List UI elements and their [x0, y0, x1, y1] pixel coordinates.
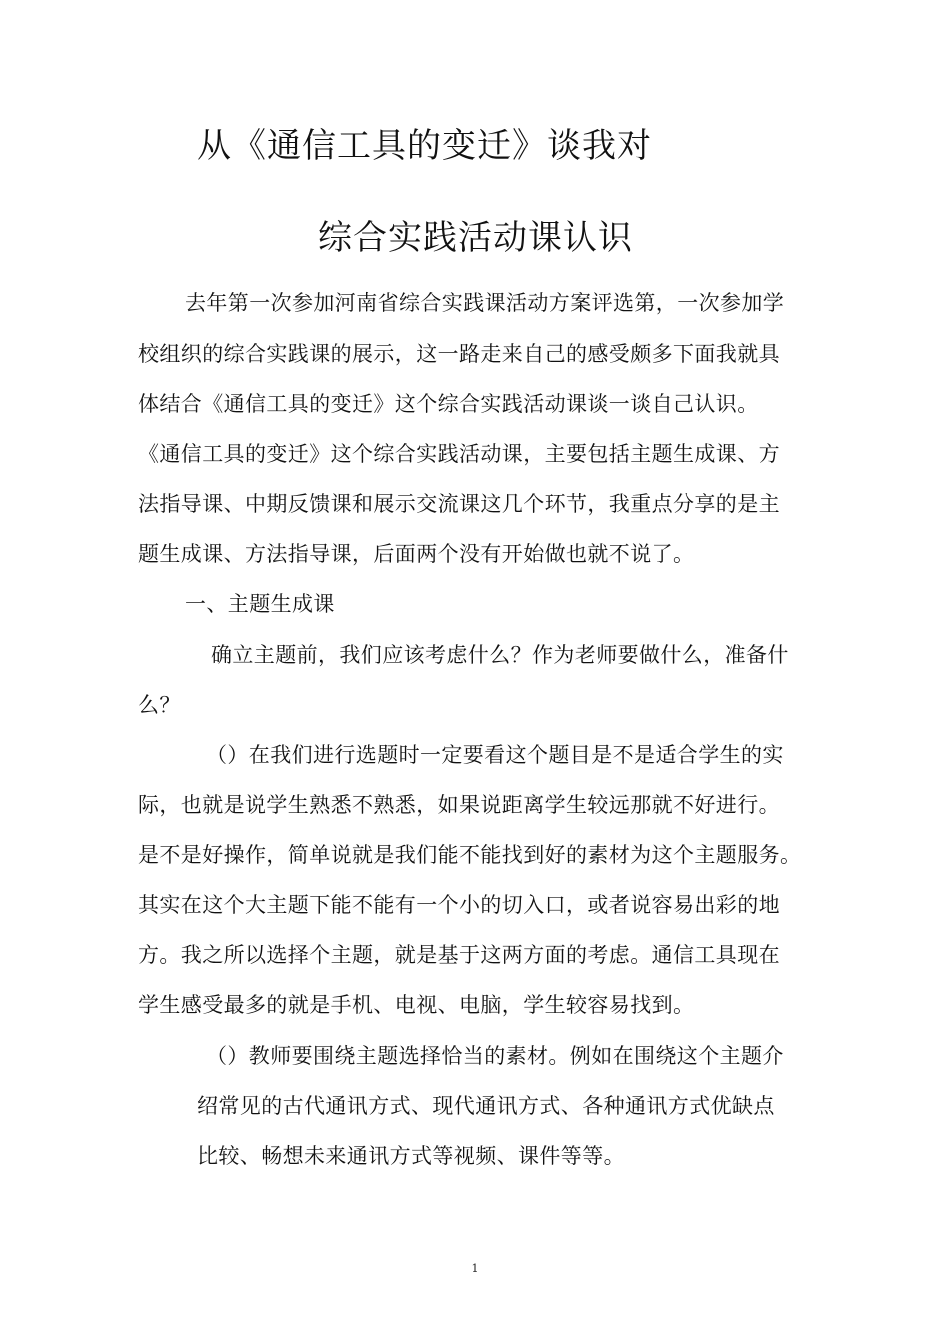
section-heading: 一、主题生成课 — [185, 592, 335, 616]
paragraph-line: 体结合《通信工具的变迁》这个综合实践活动课谈一谈自己认识。 — [138, 392, 759, 416]
paragraph-line: 是不是好操作，简单说就是我们能不能找到好的素材为这个主题服务。 — [138, 843, 802, 867]
paragraph-line: 其实在这个大主题下能不能有一个小的切入口，或者说容易出彩的地 — [138, 893, 780, 917]
paragraph-line: 方。我之所以选择个主题，就是基于这两方面的考虑。通信工具现在 — [138, 943, 780, 967]
paragraph-line: 去年第一次参加河南省综合实践课活动方案评选第，一次参加学 — [185, 291, 785, 315]
paragraph-line: 校组织的综合实践课的展示，这一路走来自己的感受颇多下面我就具 — [138, 342, 780, 366]
paragraph-line: 绍常见的古代通讯方式、现代通讯方式、各种通讯方式优缺点 — [197, 1094, 775, 1118]
document-title-line-1: 从《通信工具的变迁》谈我对 — [197, 126, 652, 166]
paragraph-line: 学生感受最多的就是手机、电视、电脑，学生较容易找到。 — [138, 993, 695, 1017]
paragraph-line: 确立主题前，我们应该考虑什么？作为老师要做什么，准备什 — [211, 643, 789, 667]
paragraph-line: 际，也就是说学生熟悉不熟悉，如果说距离学生较远那就不好进行。 — [138, 793, 780, 817]
paragraph-line: 么？ — [138, 693, 181, 717]
paragraph-line: 题生成课、方法指导课，后面两个没有开始做也就不说了。 — [138, 542, 695, 566]
paragraph-line: 法指导课、中期反馈课和展示交流课这几个环节，我重点分享的是主 — [138, 492, 780, 516]
paragraph-line: 比较、畅想未来通讯方式等视频、课件等等。 — [197, 1144, 625, 1168]
paragraph-line: （）教师要围绕主题选择恰当的素材。例如在围绕这个主题介 — [206, 1044, 784, 1068]
paragraph-line: 《通信工具的变迁》这个综合实践活动课，主要包括主题生成课、方 — [138, 442, 780, 466]
paragraph-line: （）在我们进行选题时一定要看这个题目是不是适合学生的实 — [206, 743, 784, 767]
page-number: 1 — [471, 1262, 479, 1275]
document-title-line-2: 综合实践活动课认识 — [318, 218, 633, 258]
